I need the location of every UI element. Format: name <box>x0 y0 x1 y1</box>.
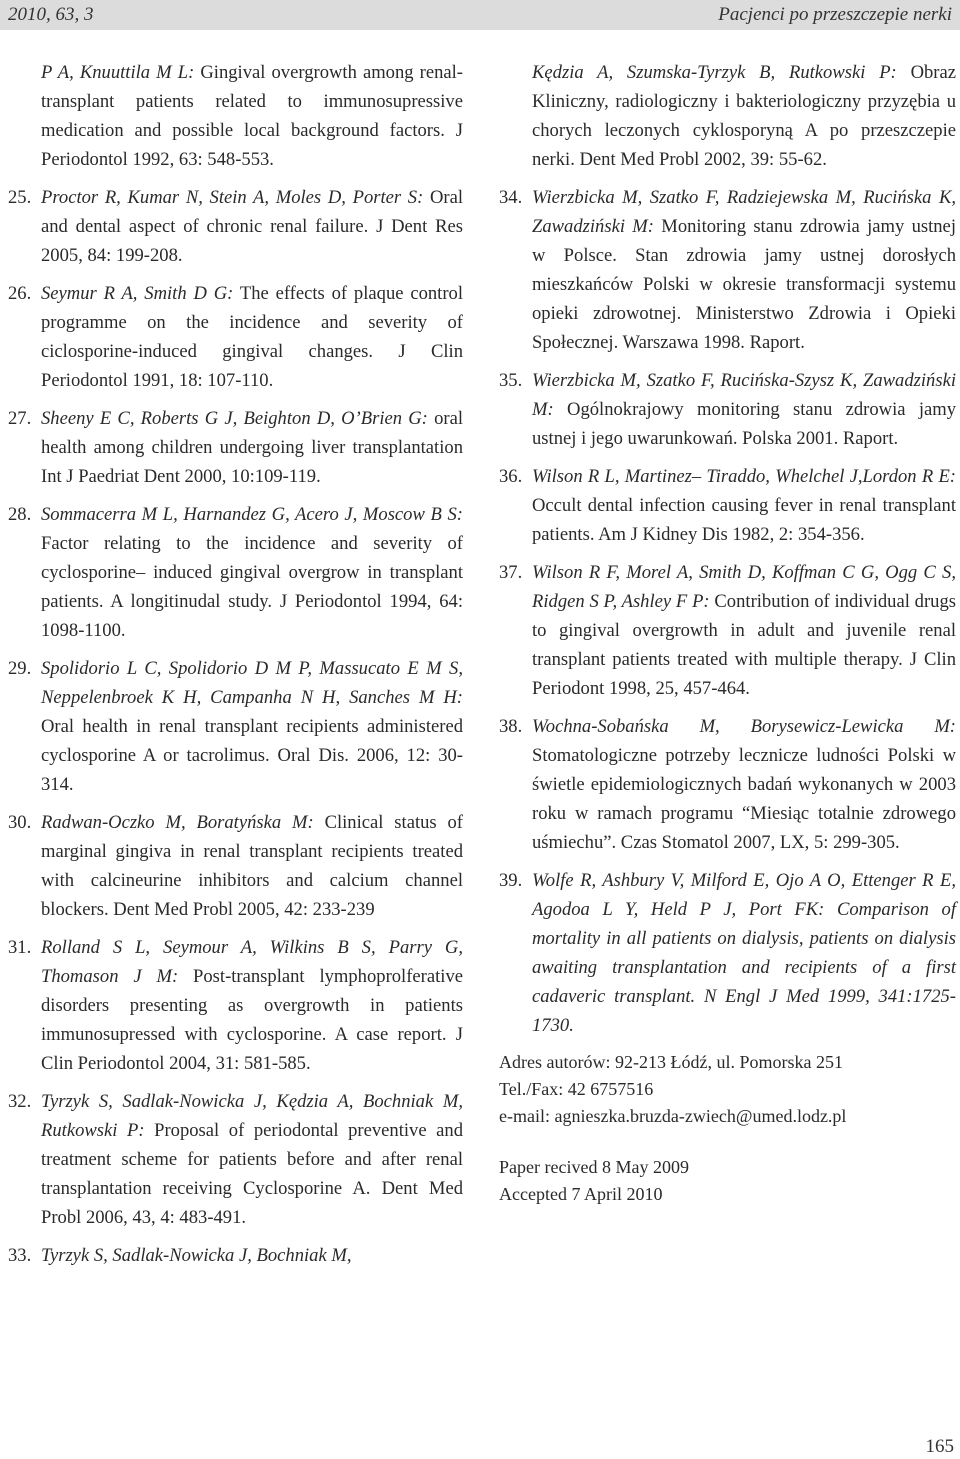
reference-item <box>8 183 463 270</box>
reference-number: 37. <box>499 562 523 583</box>
left-column <box>8 58 463 1279</box>
reference-authors: Tyrzyk S, Sadlak-Nowicka J, Kędzia A, Bochniak M, Rutkowski P: <box>41 1091 463 1141</box>
reference-authors: Rolland S L, Seymour A, Wilkins B S, Parry G, Thomason J M: <box>41 937 463 987</box>
reference-item <box>8 808 463 924</box>
address-line: Adres autorów: 92-213 Łódź, ul. Pomorska 251 <box>499 1052 843 1072</box>
reference-item <box>8 933 463 1078</box>
reference-number: 32. <box>8 1091 32 1112</box>
reference-authors: Radwan-Oczko M, Boratyńska M: <box>41 812 314 833</box>
reference-text: Oral and dental aspect of chronic renal failure. J Dent Res 2005, 84: 199-208. <box>41 187 464 266</box>
reference-authors: Proctor R, Kumar N, Stein A, Moles D, Porter S: <box>41 187 424 208</box>
reference-text: Occult dental infection causing fever in renal transplant patients. Am J Kidney Dis 1982, 2: 354-356. <box>532 495 956 545</box>
reference-number: 25. <box>8 187 32 208</box>
reference-number: 39. <box>499 870 523 891</box>
reference-number: 26. <box>8 283 32 304</box>
reference-authors: Kędzia A, Szumska-Tyrzyk B, Rutkowski P: <box>532 62 897 83</box>
reference-number: 35. <box>499 370 523 391</box>
reference-text: Proposal of periodontal preventive and treatment scheme for patients before and after renal transplantation receiving Cyclosporine A. Dent Med Probl 2006, 43, 4: 483-491. <box>41 1120 464 1228</box>
reference-number: 34. <box>499 187 523 208</box>
reference-item <box>499 866 956 1040</box>
reference-authors: Wilson R L, Martinez– Tiraddo, Whelchel J,Lordon R E: <box>532 466 956 487</box>
reference-authors: Sheeny E C, Roberts G J, Beighton D, O’Brien G: <box>41 408 428 429</box>
reference-number: 36. <box>499 466 523 487</box>
reference-number: 29. <box>8 658 32 679</box>
reference-number: 27. <box>8 408 32 429</box>
reference-item <box>499 183 956 357</box>
reference-text: Oral health in renal transplant recipients administered cyclosporine A or tacrolimus. Oral Dis. 2006, 12: 30-314. <box>41 716 463 795</box>
phone-fax: Tel./Fax: 42 6757516 <box>499 1079 654 1099</box>
reference-authors: Seymur R A, Smith D G: <box>41 283 234 304</box>
reference-text: Factor relating to the incidence and severity of cyclosporine– induced gingival overgrow in transplant patients. A longitinudal study. J Periodontol 1994, 64: 1098-1100. <box>41 533 463 641</box>
reference-number: 33. <box>8 1245 32 1266</box>
received-date: Paper recived 8 May 2009 <box>499 1157 689 1177</box>
right-column <box>499 58 956 1208</box>
reference-authors: Wolfe R, Ashbury V, Milford E, Ojo A O, Ettenger R E, Agodoa L Y, Held P J, Port FK: Comparison of mortality in all patients on dialysis, patients on dialysis awaiting transplantation and recipients of a first cadaveric transplant. N Engl J Med 1999, 341:1725-1730. <box>532 870 956 1036</box>
reference-authors: Wierzbicka M, Szatko F, Rucińska-Szysz K, Zawadziński M: <box>532 370 956 420</box>
reference-text: Post-transplant lymphoprolferative disorders presenting as overgrowth in patients immunosupressed with cyclosporine. A case report. J Clin Periodontol 2004, 31: 581-585. <box>41 966 463 1074</box>
reference-authors: P A, Knuuttila M L: <box>41 62 195 83</box>
reference-item <box>499 558 956 703</box>
reference-number: 28. <box>8 504 32 525</box>
reference-item <box>8 1241 463 1270</box>
reference-text: Clinical status of marginal gingiva in renal transplant recipients treated with calcineurine inhibitors and calcium channel blockers. Dent Med Probl 2005, 42: 233-239 <box>41 812 463 920</box>
reference-item <box>499 712 956 857</box>
reference-authors: Tyrzyk S, Sadlak-Nowicka J, Bochniak M, <box>41 1245 352 1266</box>
reference-item <box>8 58 463 174</box>
running-header <box>0 0 960 30</box>
page-number: 165 <box>925 1436 954 1457</box>
reference-text: Monitoring stanu zdrowia jamy ustnej w Polsce. Stan zdrowia jamy ustnej dorosłych mieszkańców Polski w okresie transformacji systemu opieki zdrowotnej. Ministerstwo Zdrowia i Opieki Społecznej. Warszawa 1998. Raport. <box>532 216 956 353</box>
reference-authors: Sommacerra M L, Harnandez G, Acero J, Moscow B S: <box>41 504 463 525</box>
reference-text: The effects of plaque control programme on the incidence and severity of ciclosporine-induced gingival changes. J Clin Periodontol 1991, 18: 107-110. <box>41 283 463 391</box>
reference-item <box>8 404 463 491</box>
reference-text: Stomatologiczne potrzeby lecznicze ludności Polski w świetle epidemiologicznych badań wykonanych w 2003 roku w ramach programu “Miesiąc totalnie zdrowego uśmiechu”. Czas Stomatol 2007, LX, 5: 299-305. <box>532 745 956 853</box>
reference-text: Obraz Kliniczny, radiologiczny i bakteriologiczny przyzębia u chorych leczonych cyklosporyną A po przeszczepie nerki. Dent Med Probl 2002, 39: 55-62. <box>532 62 956 170</box>
email: e-mail: agnieszka.bruzda-zwiech@umed.lodz.pl <box>499 1106 847 1126</box>
reference-item <box>8 279 463 395</box>
article-short-title: Pacjenci po przeszczepie nerki <box>718 4 952 25</box>
journal-issue: 2010, 63, 3 <box>8 4 94 25</box>
reference-authors: Wochna-Sobańska M, Borysewicz-Lewicka M: <box>532 716 956 737</box>
reference-authors: Wilson R F, Morel A, Smith D, Koffman C G, Ogg C S, Ridgen S P, Ashley F P: <box>532 562 956 612</box>
reference-text: Gingival overgrowth among renal-transplant patients related to immunosupressive medication and possible local background factors. J Periodontol 1992, 63: 548-553. <box>41 62 463 170</box>
reference-text: Contribution of individual drugs to gingival overgrowth in adult and juvenile renal transplant patients treated with multiple therapy. J Clin Periodont 1998, 25, 457-464. <box>532 591 957 699</box>
reference-item <box>8 1087 463 1232</box>
reference-item <box>8 500 463 645</box>
received-dates <box>499 1154 956 1208</box>
author-address <box>499 1049 956 1130</box>
reference-number: 38. <box>499 716 523 737</box>
reference-text: oral health among children undergoing liver transplantation Int J Paedriat Dent 2000, 10:109-119. <box>41 408 463 487</box>
reference-item <box>8 654 463 799</box>
reference-text: Ogólnokrajowy monitoring stanu zdrowia jamy ustnej i jego uwarunkowań. Polska 2001. Raport. <box>532 399 956 449</box>
reference-item <box>499 366 956 453</box>
reference-item <box>499 462 956 549</box>
reference-number: 30. <box>8 812 32 833</box>
reference-number: 31. <box>8 937 32 958</box>
reference-authors: Wierzbicka M, Szatko F, Radziejewska M, Rucińska K, Zawadziński M: <box>532 187 956 237</box>
reference-item <box>499 58 956 174</box>
accepted-date: Accepted 7 April 2010 <box>499 1184 663 1204</box>
reference-authors: Spolidorio L C, Spolidorio D M P, Massucato E M S, Neppelenbroek K H, Campanha N H, Sanches M H: <box>41 658 463 708</box>
